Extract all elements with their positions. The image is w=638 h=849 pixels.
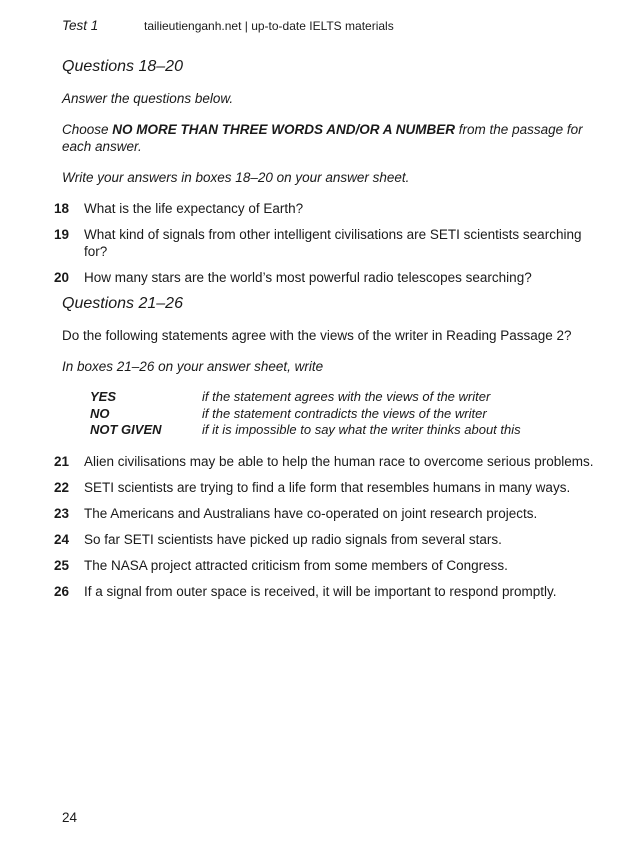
question-text: SETI scientists are trying to find a life form that resembles humans in many ways. [84, 479, 571, 495]
test-label: Test 1 [62, 18, 99, 33]
legend-key: NOT GIVEN [90, 422, 162, 437]
question-item [54, 200, 602, 217]
legend-row [90, 406, 602, 423]
page-number: 24 [62, 810, 78, 825]
legend-row [90, 422, 602, 439]
section-questions-21-26 [54, 295, 602, 600]
instruction-bold: NO MORE THAN THREE WORDS AND/OR A NUMBER [112, 122, 456, 137]
question-text: The NASA project attracted criticism from some members of Congress. [84, 557, 508, 573]
question-text: Alien civilisations may be able to help the human race to overcome serious problems. [84, 453, 594, 469]
question-text: What kind of signals from other intelligent civilisations are SETI scientists searching for? [84, 227, 582, 259]
section-questions-18-20 [54, 58, 602, 286]
question-number: 19 [54, 227, 70, 242]
section-heading: Questions 18–20 [62, 58, 183, 75]
source-label: tailieutienganh.net | up-to-date IELTS materials [144, 19, 394, 33]
question-number: 18 [54, 201, 70, 216]
question-item [54, 479, 602, 496]
question-number: 23 [54, 505, 70, 521]
legend-key: YES [90, 389, 117, 404]
legend-key: NO [90, 405, 110, 421]
legend-description: if the statement contradicts the views of the writer [202, 405, 487, 421]
question-item [54, 583, 602, 600]
instruction-text: Choose [62, 122, 113, 137]
question-item [54, 269, 602, 286]
question-number: 24 [54, 531, 70, 547]
instruction-text: from the passage for each answer. [62, 122, 583, 154]
question-number: 22 [54, 479, 70, 495]
question-text: What is the life expectancy of Earth? [84, 201, 304, 216]
question-item [54, 226, 602, 260]
question-number: 20 [54, 270, 70, 285]
legend-row [90, 389, 602, 406]
instruction-word-limit [62, 121, 602, 155]
question-text: So far SETI scientists have picked up radio signals from several stars. [84, 531, 502, 547]
question-item [54, 557, 602, 574]
instruction: Write your answers in boxes 18–20 on your answer sheet. [62, 170, 410, 185]
question-item [54, 453, 602, 470]
section-heading: Questions 21–26 [62, 295, 183, 312]
question-number: 26 [54, 583, 70, 599]
instruction: In boxes 21–26 on your answer sheet, write [62, 359, 324, 374]
legend-description: if it is impossible to say what the writer thinks about this [202, 422, 521, 437]
answer-legend [90, 389, 602, 439]
legend-description: if the statement agrees with the views of the writer [202, 389, 491, 404]
page-header [62, 18, 394, 33]
page-content [54, 58, 602, 609]
question-item [54, 531, 602, 548]
section-intro: Do the following statements agree with the views of the writer in Reading Passage 2? [62, 328, 572, 343]
question-item [54, 505, 602, 522]
question-number: 21 [54, 453, 70, 469]
question-text: If a signal from outer space is received, it will be important to respond promptly. [84, 583, 557, 599]
question-text: How many stars are the world’s most powerful radio telescopes searching? [84, 270, 532, 285]
instruction: Answer the questions below. [62, 91, 234, 106]
question-text: The Americans and Australians have co-operated on joint research projects. [84, 505, 538, 521]
question-number: 25 [54, 557, 70, 573]
